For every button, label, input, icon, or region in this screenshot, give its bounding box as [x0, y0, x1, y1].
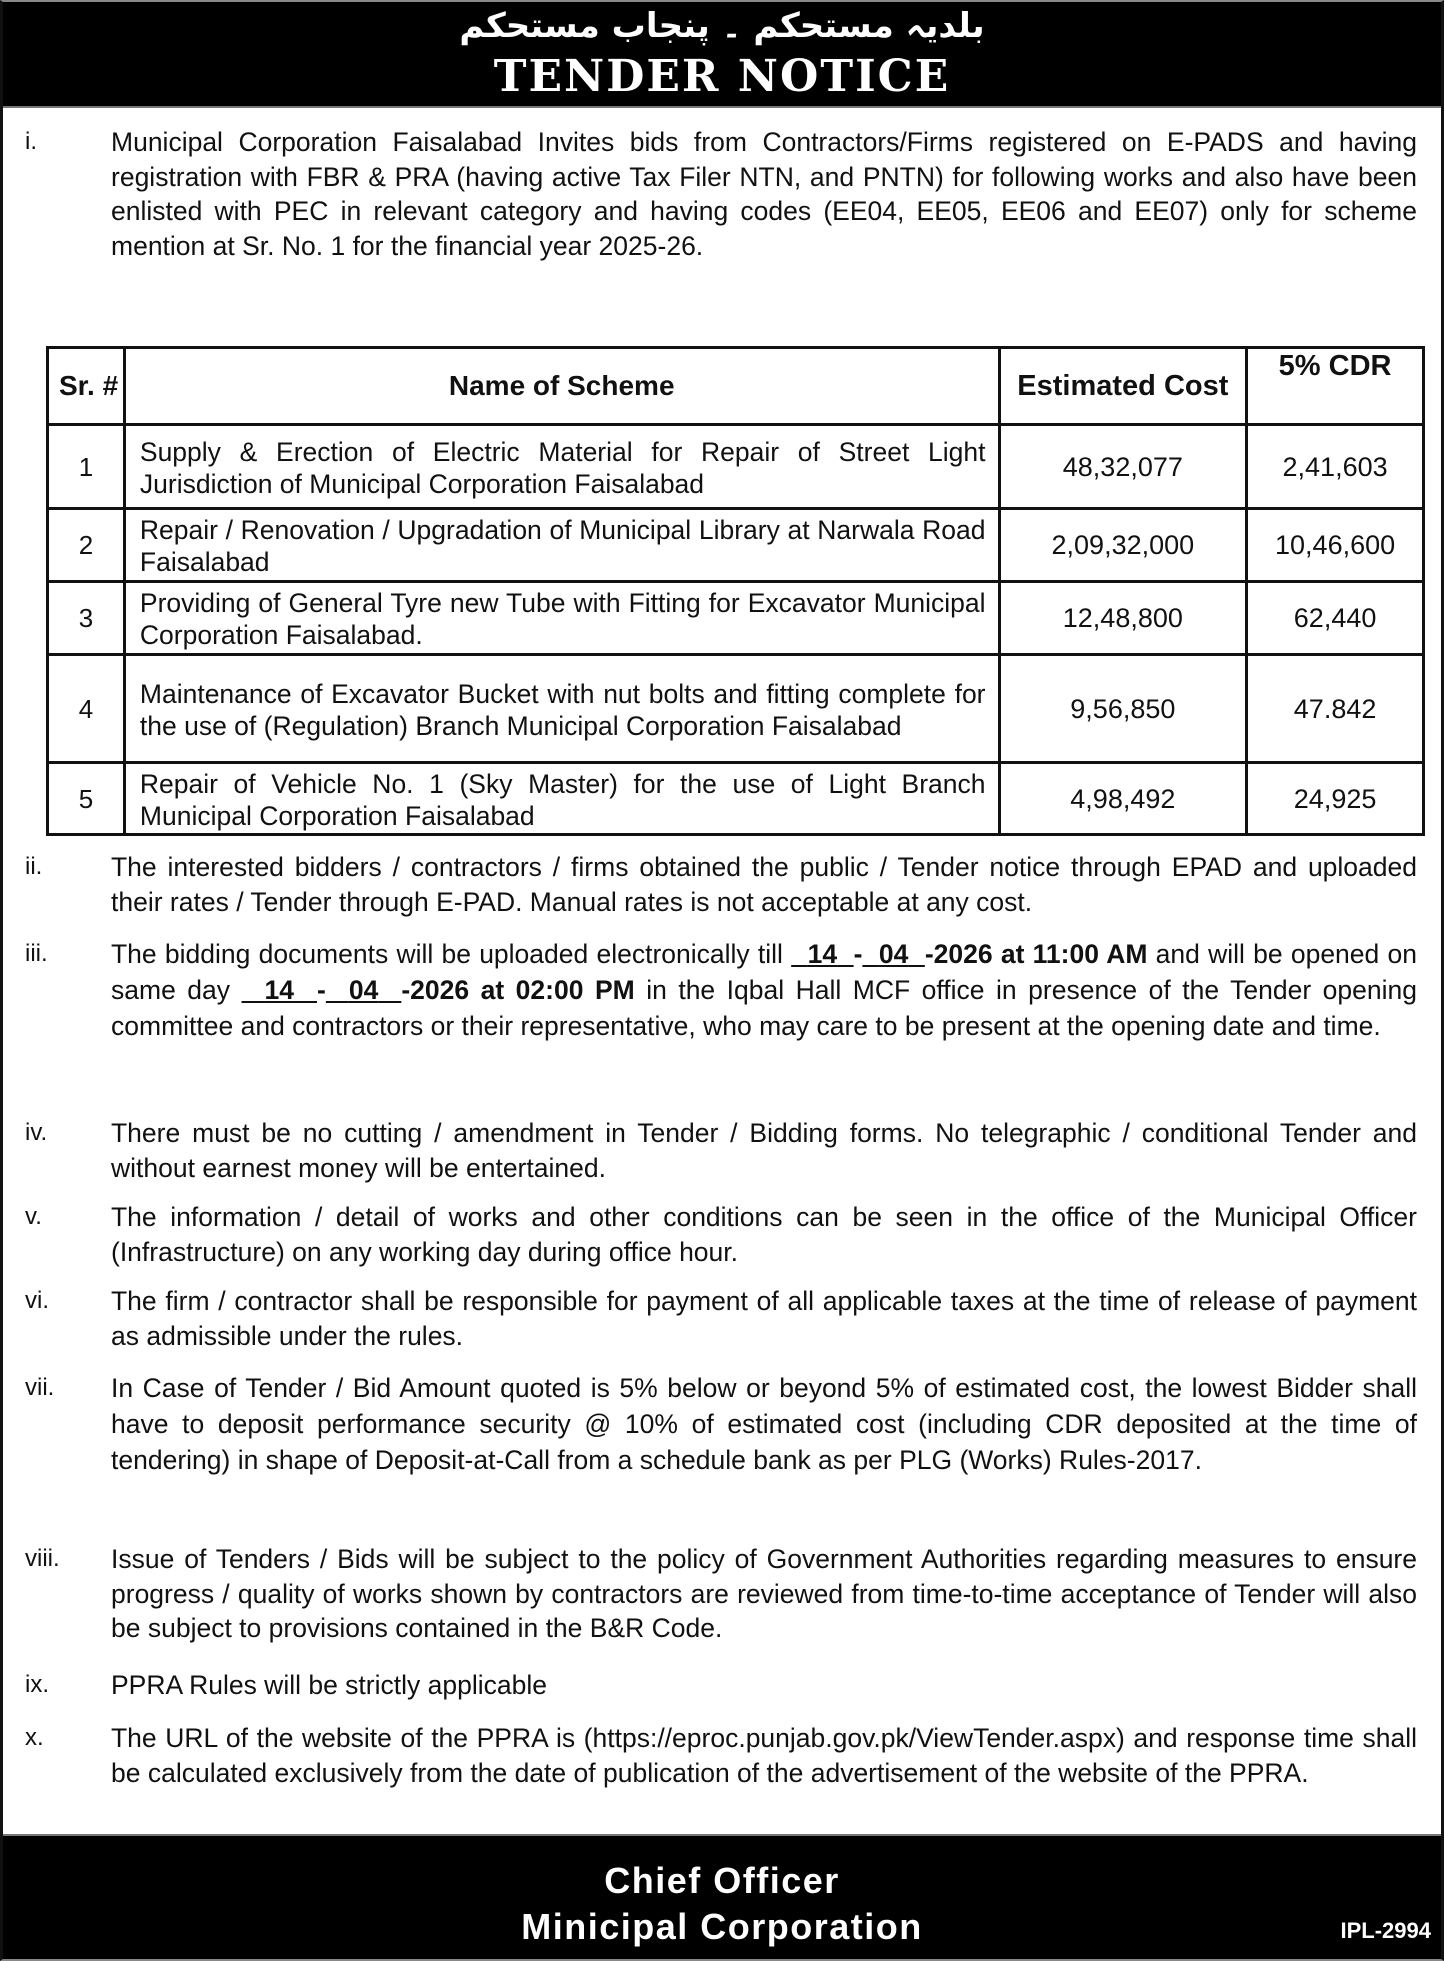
clause-number: iii. — [25, 940, 48, 967]
open-month — [326, 975, 401, 1005]
clause-text-part: in the Iqbal Hall MCF office in presence of the Tender opening committee and contractors or their representative, who may care to be present at the opening date and time. — [111, 975, 1417, 1041]
signatory-organization: Minicipal Corporation — [521, 1906, 923, 1947]
header-cdr: 5% CDR — [1247, 348, 1424, 425]
upload-day — [791, 939, 853, 969]
table-row — [48, 425, 1424, 509]
upload-month — [862, 939, 924, 969]
row-scheme-name: Repair of Vehicle No. 1 (Sky Master) for the use of Light Branch Municipal Corporation Faisalabad — [124, 763, 999, 835]
header-name-of-scheme: Name of Scheme — [124, 348, 999, 425]
row-scheme-name: Maintenance of Excavator Bucket with nut bolts and fitting complete for the use of (Regulation) Branch Municipal Corporation Faisalabad — [124, 655, 999, 763]
date-separator: - — [317, 975, 326, 1005]
row-estimated-cost: 4,98,492 — [999, 763, 1247, 835]
row-cdr: 62,440 — [1247, 582, 1424, 655]
clause-text: PPRA Rules will be strictly applicable — [111, 1670, 547, 1700]
upload-day-value: 14 — [807, 939, 838, 969]
table-row — [48, 655, 1424, 763]
schemes-table — [46, 346, 1425, 836]
table-row — [48, 582, 1424, 655]
open-day-value: 14 — [264, 975, 295, 1005]
open-day — [242, 975, 317, 1005]
row-scheme-name: Supply & Erection of Electric Material for Repair of Street Light Jurisdiction of Municipal Corporation Faisalabad — [124, 425, 999, 509]
clause-text: Municipal Corporation Faisalabad Invites bids from Contractors/Firms registered on E-PADS and having registration with FBR & PRA (having active Tax Filer NTN, and PNTN) for following works and also have been enlisted with PEC in relevant category and having codes (EE04, EE05, EE06 and EE07) only for scheme mention at Sr. No. 1 for the financial year 2025-26. — [111, 127, 1417, 261]
footer-banner — [3, 1834, 1441, 1959]
clause-number: vi. — [25, 1287, 49, 1314]
urdu-slogan: بلدیہ مستحکم ۔ پنجاب مستحکم — [459, 6, 985, 46]
row-estimated-cost: 9,56,850 — [999, 655, 1247, 763]
row-cdr: 10,46,600 — [1247, 509, 1424, 582]
header-estimated-cost: Estimated Cost — [999, 348, 1247, 425]
row-scheme-name: Repair / Renovation / Upgradation of Municipal Library at Narwala Road Faisalabad — [124, 509, 999, 582]
open-month-value: 04 — [348, 975, 379, 1005]
row-estimated-cost: 48,32,077 — [999, 425, 1247, 509]
row-sr: 1 — [48, 425, 125, 509]
page-title: TENDER NOTICE — [493, 51, 951, 102]
clause-text: Issue of Tenders / Bids will be subject to the policy of Government Authorities regarding measures to ensure progress / quality of works shown by contractors are reviewed from time-to-time acceptance of Tender will also be subject to provisions contained in the B&R Code. — [111, 1544, 1417, 1643]
row-sr: 3 — [48, 582, 125, 655]
date-separator: - — [853, 939, 863, 969]
advert-code: IPL-2994 — [1340, 1918, 1431, 1943]
row-cdr: 2,41,603 — [1247, 425, 1424, 509]
row-sr: 4 — [48, 655, 125, 763]
clause-text: There must be no cutting / amendment in Tender / Bidding forms. No telegraphic / conditional Tender and without earnest money will be entertained. — [111, 1118, 1417, 1183]
row-estimated-cost: 2,09,32,000 — [999, 509, 1247, 582]
table-row — [48, 509, 1424, 582]
clause-text-part: and will be opened on same day — [111, 939, 1417, 1005]
upload-time: 11:00 AM — [1032, 939, 1148, 969]
row-sr: 5 — [48, 763, 125, 835]
row-cdr: 24,925 — [1247, 763, 1424, 835]
row-estimated-cost: 12,48,800 — [999, 582, 1247, 655]
clause-text: The interested bidders / contractors / firms obtained the public / Tender notice through EPAD and uploaded their rates / Tender through E-PAD. Manual rates is not acceptable at any cost. — [111, 852, 1417, 917]
table-header-row — [48, 348, 1424, 425]
clause-text: In Case of Tender / Bid Amount quoted is 5% below or beyond 5% of estimated cost, the lowest Bidder shall have to deposit performance security @ 10% of estimated cost (including CDR deposited at the time of tendering) in shape of Deposit-at-Call from a schedule bank as per PLG (Works) Rules-2017. — [111, 1373, 1417, 1475]
header-banner — [3, 2, 1441, 108]
clause-text — [111, 936, 1417, 1044]
clause-text: The firm / contractor shall be responsible for payment of all applicable taxes at the time of release of payment as admissible under the rules. — [111, 1286, 1417, 1351]
clause-number: x. — [25, 1724, 44, 1751]
table-row — [48, 763, 1424, 835]
upload-month-value: 04 — [878, 939, 909, 969]
clause-number: ii. — [25, 853, 43, 880]
clause-text-part: The bidding documents will be uploaded electronically till — [111, 939, 792, 969]
clause-text: The URL of the website of the PPRA is (https://eproc.punjab.gov.pk/ViewTender.aspx) and response time shall be calculated exclusively from the date of publication of the advertisement of the website of the PPRA. — [111, 1723, 1417, 1788]
upload-year: -2026 at — [924, 939, 1025, 969]
clause-number: v. — [25, 1203, 42, 1230]
clause-number: vii. — [25, 1374, 55, 1401]
clause-number: i. — [25, 128, 37, 155]
clause-number: viii. — [25, 1545, 60, 1572]
clause-number: ix. — [25, 1671, 49, 1698]
header-sr: Sr. # — [48, 348, 125, 425]
clause-number: iv. — [25, 1119, 48, 1146]
clause-text: The information / detail of works and other conditions can be seen in the office of the Municipal Officer (Infrastructure) on any working day during office hour. — [111, 1202, 1417, 1267]
row-sr: 2 — [48, 509, 125, 582]
row-scheme-name: Providing of General Tyre new Tube with Fitting for Excavator Municipal Corporation Faisalabad. — [124, 582, 999, 655]
row-cdr: 47.842 — [1247, 655, 1424, 763]
signatory-title: Chief Officer — [604, 1860, 840, 1901]
open-date-time: -2026 at 02:00 PM — [401, 975, 635, 1005]
